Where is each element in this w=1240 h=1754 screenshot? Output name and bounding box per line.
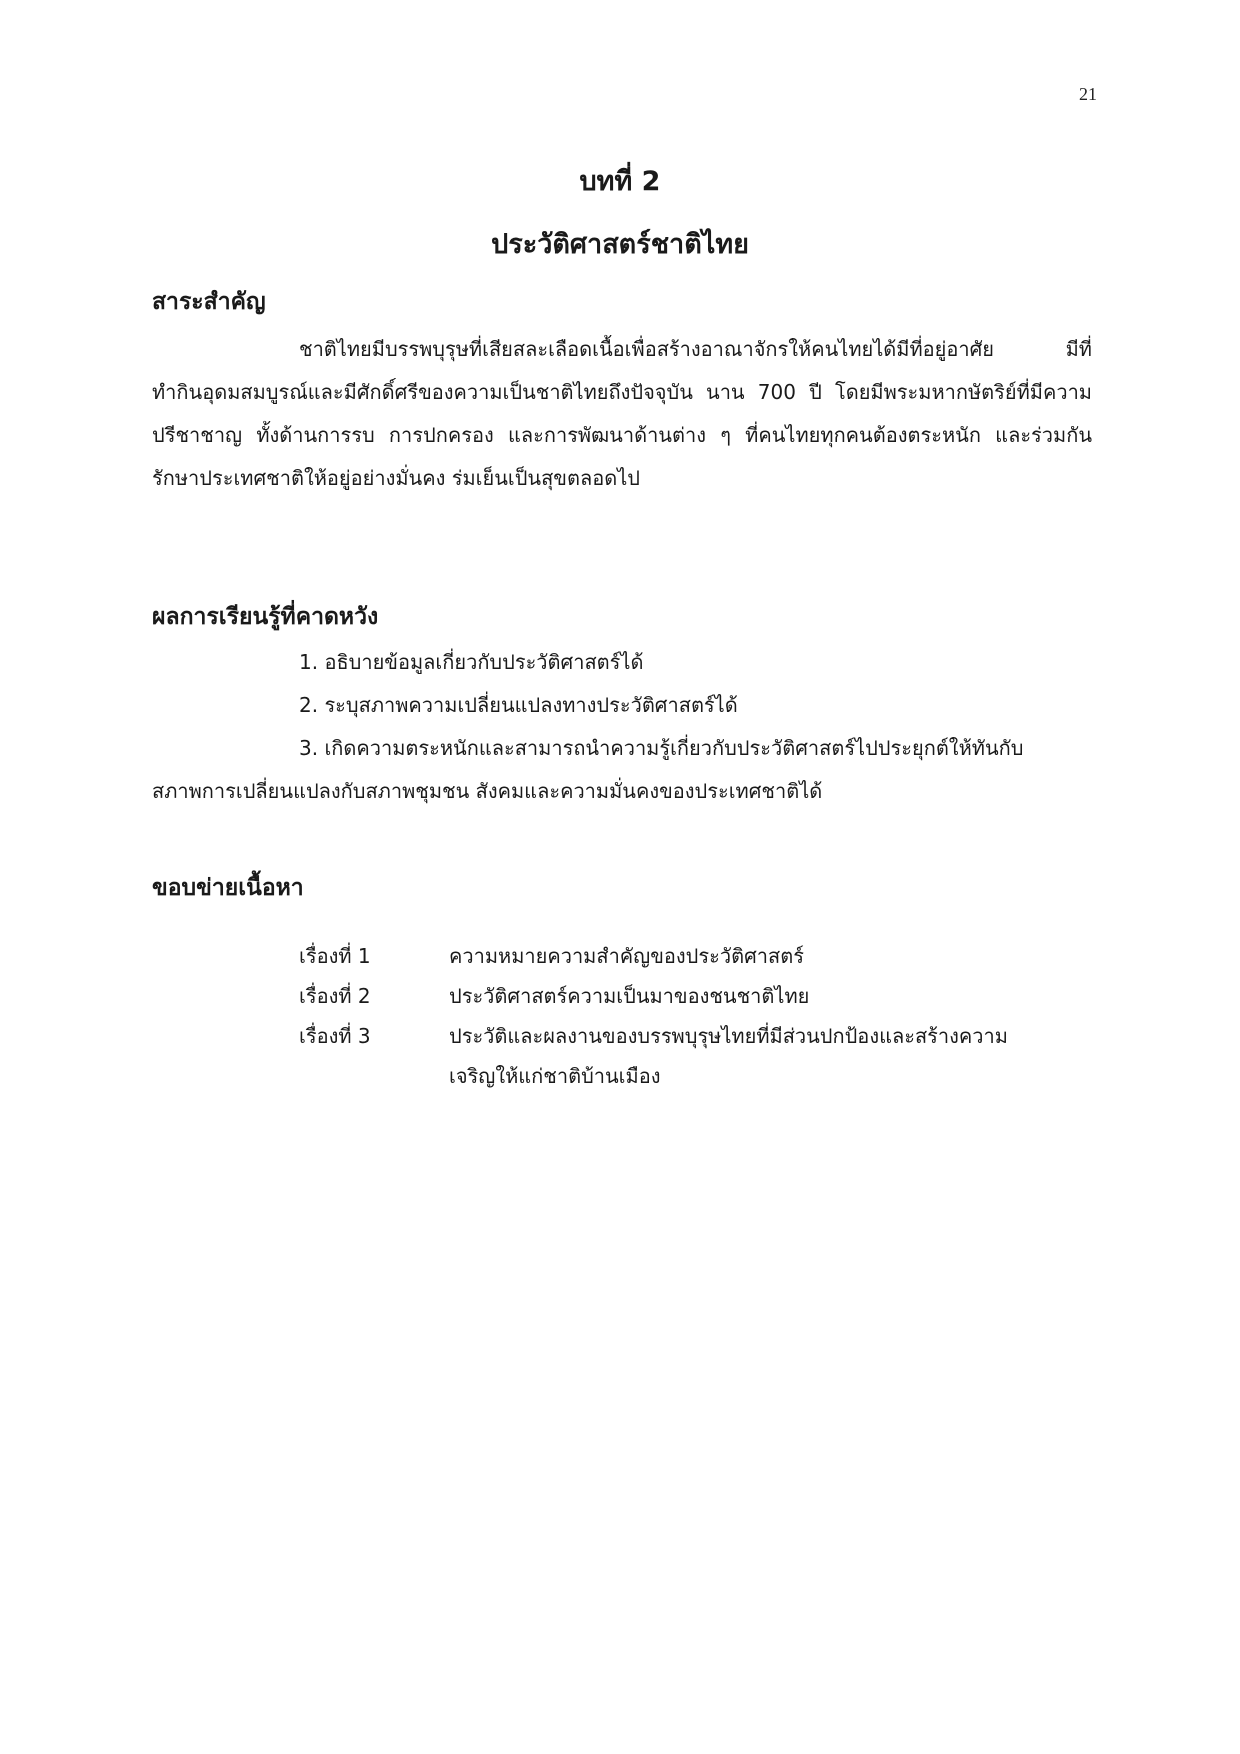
essence-section: [152, 282, 1092, 500]
topic-text: เจริญให้แก่ชาติบ้านเมือง: [449, 1064, 661, 1088]
topic-text: ความหมายความสำคัญของประวัติศาสตร์: [449, 944, 804, 968]
outcomes-list: [152, 641, 1092, 813]
outcome-item-3: 3. เกิดความตระหนักและสามารถนำความรู้เกี่ยวกับประวัติศาสตร์ไปประยุกต์ให้ทันกับ: [299, 736, 1024, 760]
topic-label: [152, 1056, 449, 1096]
topic-row-2: [152, 976, 1092, 1016]
topic-text: ประวัติและผลงานของบรรพบุรุษไทยที่มีส่วนปกป้องและสร้างความ: [449, 1024, 1008, 1048]
outcomes-section: [152, 597, 1092, 813]
page-number: 21: [1079, 84, 1097, 104]
essence-paragraph: [152, 328, 1092, 500]
topic-text: ประวัติศาสตร์ความเป็นมาของชนชาติไทย: [449, 984, 810, 1008]
chapter-header: [0, 150, 1240, 276]
essence-line-2: ทำกินอุดมสมบูรณ์และมีศักดิ์ศรีของความเป็นชาติไทยถึงปัจจุบัน นาน 700 ปี โดยมีพระมหากษัตริย์ที่มีความ: [152, 380, 1092, 404]
topic-row-3: [152, 1016, 1092, 1056]
topic-label: เรื่องที่ 2: [299, 984, 371, 1008]
scope-section: [152, 868, 1092, 1096]
chapter-number: บทที่ 2: [579, 166, 661, 197]
essence-line-1: ชาติไทยมีบรรพบุรุษที่เสียสละเลือดเนื้อเพื่อสร้างอาณาจักรให้คนไทยได้มีที่อยู่อาศัย มีที่: [299, 337, 1092, 361]
essence-heading: สาระสำคัญ: [152, 289, 266, 315]
chapter-title: ประวัติศาสตร์ชาติไทย: [491, 229, 749, 260]
topic-label: เรื่องที่ 1: [299, 944, 371, 968]
essence-line-4: รักษาประเทศชาติให้อยู่อย่างมั่นคง ร่มเย็นเป็นสุขตลอดไป: [152, 466, 640, 490]
topic-label: เรื่องที่ 3: [299, 1024, 371, 1048]
topic-row-3-continuation: [152, 1056, 1092, 1096]
outcome-item-2: 2. ระบุสภาพความเปลี่ยนแปลงทางประวัติศาสตร์ได้: [299, 693, 738, 717]
outcome-item-1: 1. อธิบายข้อมูลเกี่ยวกับประวัติศาสตร์ได้: [299, 650, 644, 674]
outcomes-heading: ผลการเรียนรู้ที่คาดหวัง: [152, 604, 379, 630]
outcome-item-3-continuation: สภาพการเปลี่ยนแปลงกับสภาพชุมชน สังคมและความมั่นคงของประเทศชาติได้: [152, 779, 823, 803]
scope-heading: ขอบข่ายเนื้อหา: [152, 875, 304, 901]
scope-topic-list: [152, 936, 1092, 1096]
essence-line-3: ปรีชาชาญ ทั้งด้านการรบ การปกครอง และการพัฒนาด้านต่าง ๆ ที่คนไทยทุกคนต้องตระหนัก และร่วมกัน: [152, 423, 1092, 447]
topic-row-1: [152, 936, 1092, 976]
